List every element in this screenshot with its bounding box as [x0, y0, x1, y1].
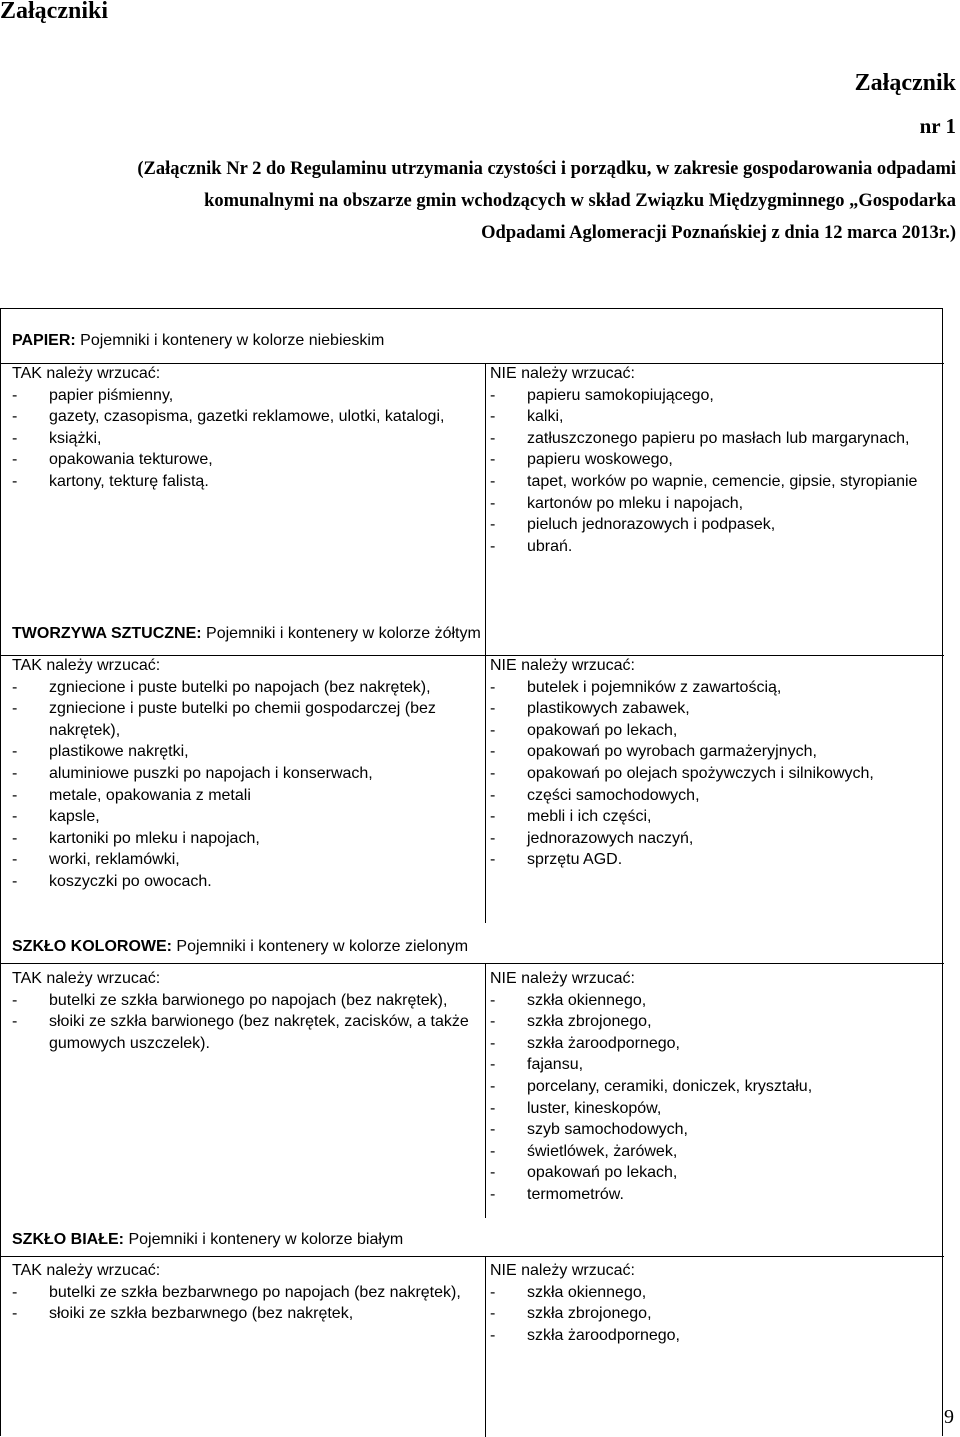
list-item-text: jednorazowych naczyń, — [527, 829, 694, 847]
yes-heading: TAK należy wrzucać: — [12, 970, 161, 987]
list-item-text: luster, kineskopów, — [527, 1099, 662, 1117]
list-item — [490, 677, 940, 699]
bullet-dash: - — [490, 1142, 496, 1160]
list-item-text: koszyczki po owocach. — [49, 872, 212, 890]
bullet-dash: - — [490, 786, 496, 804]
list-item — [490, 763, 940, 785]
list-item — [12, 871, 478, 893]
attachment-intro — [16, 153, 956, 249]
bullet-dash: - — [490, 451, 496, 469]
list-item-text: szkła zbrojonego, — [527, 1305, 652, 1323]
bullet-dash: - — [490, 472, 496, 490]
list-item-text: papier piśmienny, — [49, 386, 174, 404]
section-container-color: Pojemniki i kontenery w kolorze niebieskim — [75, 332, 385, 349]
bullet-dash: - — [490, 851, 496, 869]
section-name: PAPIER: — [12, 332, 76, 349]
list-item — [490, 720, 940, 742]
list-item-text: mebli i ich części, — [527, 808, 652, 826]
list-item — [490, 471, 940, 493]
list-item — [12, 741, 478, 763]
section-container-color: Pojemniki i kontenery w kolorze żółtym — [201, 625, 481, 642]
list-item — [490, 1162, 940, 1184]
list-item-text: szyb samochodowych, — [527, 1121, 688, 1139]
list-item — [490, 1184, 940, 1206]
list-item-text: tapet, worków po wapnie, cemencie, gipsie, styropianie — [527, 472, 918, 490]
section-heading — [12, 331, 384, 351]
bullet-dash: - — [490, 743, 496, 761]
bullet-dash: - — [12, 786, 18, 804]
bullet-dash: - — [490, 408, 496, 426]
list-item — [490, 785, 940, 807]
list-item-text: ubrań. — [527, 537, 573, 555]
list-item-text: fajansu, — [527, 1056, 584, 1074]
list-item — [12, 785, 478, 807]
list-item — [490, 806, 940, 828]
list-item — [490, 1119, 940, 1141]
list-item-text: opakowań po wyrobach garmażeryjnych, — [527, 743, 817, 761]
list-item-text: zgniecione i puste butelki po napojach (bez nakrętek), — [49, 678, 431, 696]
list-item-text: butelek i pojemników z zawartością, — [527, 678, 782, 696]
bullet-dash: - — [12, 829, 18, 847]
list-item — [12, 1011, 478, 1054]
list-item — [490, 1325, 940, 1347]
yes-column — [12, 968, 478, 1054]
yes-column — [12, 363, 478, 493]
yes-list — [12, 677, 478, 893]
intro-line: komunalnymi na obszarze gmin wchodzących w skład Związku Międzygminnego „Gospodarka — [204, 191, 956, 211]
bullet-dash: - — [490, 764, 496, 782]
section-container-color: Pojemniki i kontenery w kolorze białym — [124, 1231, 404, 1248]
list-item — [490, 1076, 940, 1098]
list-item-text: opakowań po lekach, — [527, 1164, 678, 1182]
bullet-dash: - — [12, 451, 18, 469]
bullet-dash: - — [490, 1013, 496, 1031]
no-column — [490, 363, 940, 557]
list-item — [12, 828, 478, 850]
bullet-dash: - — [490, 386, 496, 404]
list-item-text: gazety, czasopisma, gazetki reklamowe, ulotki, katalogi, — [49, 408, 445, 426]
bullet-dash: - — [490, 516, 496, 534]
list-item-text: kalki, — [527, 408, 564, 426]
yes-column — [12, 1260, 478, 1325]
list-item — [490, 1011, 940, 1033]
bullet-dash: - — [490, 429, 496, 447]
bullet-dash: - — [490, 721, 496, 739]
no-heading: NIE należy wrzucać: — [490, 365, 635, 382]
no-list — [490, 990, 940, 1206]
section-heading — [12, 624, 481, 644]
list-item — [12, 1282, 478, 1304]
section-heading — [12, 937, 468, 957]
list-item — [12, 385, 478, 407]
list-item — [490, 428, 940, 450]
bullet-dash: - — [12, 764, 18, 782]
list-item-text: pieluch jednorazowych i podpasek, — [527, 516, 776, 534]
section-heading — [12, 1230, 403, 1250]
list-item-text: worki, reklamówki, — [49, 851, 180, 869]
list-item — [12, 806, 478, 828]
list-item — [490, 1098, 940, 1120]
bullet-dash: - — [12, 991, 18, 1009]
list-item-text: termometrów. — [527, 1185, 624, 1203]
row-divider — [1, 1256, 944, 1257]
bullet-dash: - — [12, 851, 18, 869]
list-item — [490, 385, 940, 407]
list-item — [490, 514, 940, 536]
list-item-text: słoiki ze szkła bezbarwnego (bez nakrętek, — [49, 1305, 354, 1323]
list-item-text: kartony, tekturę falistą. — [49, 472, 209, 490]
list-item — [490, 990, 940, 1012]
list-item — [490, 849, 940, 871]
list-item-text: książki, — [49, 429, 102, 447]
no-heading: NIE należy wrzucać: — [490, 657, 635, 674]
yes-list — [12, 385, 478, 493]
bullet-dash: - — [12, 1013, 18, 1031]
list-item — [12, 849, 478, 871]
bullet-dash: - — [490, 808, 496, 826]
bullet-dash: - — [490, 829, 496, 847]
list-item-text: szkła zbrojonego, — [527, 1013, 652, 1031]
yes-column — [12, 655, 478, 893]
column-divider — [485, 1256, 486, 1437]
list-item-text: części samochodowych, — [527, 786, 700, 804]
column-divider — [485, 963, 486, 1218]
column-divider — [485, 655, 486, 923]
bullet-dash: - — [12, 700, 18, 718]
bullet-dash: - — [490, 1283, 496, 1301]
list-item — [12, 449, 478, 471]
list-item-text: szkła żaroodpornego, — [527, 1034, 680, 1052]
list-item-text: papieru samokopiującego, — [527, 386, 714, 404]
list-item — [12, 406, 478, 428]
list-item — [12, 471, 478, 493]
bullet-dash: - — [12, 743, 18, 761]
list-item-text: opakowań po olejach spożywczych i silnikowych, — [527, 764, 874, 782]
list-item-text: plastikowych zabawek, — [527, 700, 690, 718]
yes-heading: TAK należy wrzucać: — [12, 1262, 161, 1279]
bullet-dash: - — [12, 429, 18, 447]
list-item-text: sprzętu AGD. — [527, 851, 623, 869]
list-item-text: zgniecione i puste butelki po chemii gospodarczej (bez nakrętek), — [49, 700, 436, 739]
list-item — [12, 763, 478, 785]
list-item-text: butelki ze szkła bezbarwnego po napojach (bez nakrętek), — [49, 1283, 461, 1301]
list-item-text: słoiki ze szkła barwionego (bez nakrętek, zacisków, a także gumowych uszczelek). — [49, 1013, 469, 1052]
list-item-text: kapsle, — [49, 808, 100, 826]
bullet-dash: - — [490, 1185, 496, 1203]
bullet-dash: - — [490, 537, 496, 555]
bullet-dash: - — [490, 494, 496, 512]
yes-list — [12, 1282, 478, 1325]
list-item — [12, 677, 478, 699]
bullet-dash: - — [12, 808, 18, 826]
list-item-text: szkła okiennego, — [527, 991, 647, 1009]
list-item-text: zatłuszczonego papieru po masłach lub margarynach, — [527, 429, 910, 447]
bullet-dash: - — [490, 1099, 496, 1117]
bullet-dash: - — [490, 1326, 496, 1344]
section-name: SZKŁO BIAŁE: — [12, 1231, 124, 1248]
intro-line: Odpadami Aglomeracji Poznańskiej z dnia 12 marca 2013r.) — [481, 223, 956, 243]
bullet-dash: - — [490, 1305, 496, 1323]
list-item-text: porcelany, ceramiki, doniczek, kryształu, — [527, 1077, 813, 1095]
no-list — [490, 677, 940, 871]
section-name: TWORZYWA SZTUCZNE: — [12, 625, 202, 642]
list-item-text: plastikowe nakrętki, — [49, 743, 189, 761]
bullet-dash: - — [490, 1121, 496, 1139]
no-list — [490, 1282, 940, 1347]
list-item — [490, 493, 940, 515]
section-name: SZKŁO KOLOROWE: — [12, 938, 172, 955]
list-item-text: papieru woskowego, — [527, 451, 673, 469]
bullet-dash: - — [12, 1305, 18, 1323]
list-item-text: butelki ze szkła barwionego po napojach (bez nakrętek), — [49, 991, 448, 1009]
no-column — [490, 968, 940, 1206]
list-item-text: opakowania tekturowe, — [49, 451, 213, 469]
list-item — [490, 1141, 940, 1163]
bullet-dash: - — [490, 991, 496, 1009]
list-item — [12, 990, 478, 1012]
list-item-text: szkła żaroodpornego, — [527, 1326, 680, 1344]
bullet-dash: - — [490, 678, 496, 696]
no-column — [490, 655, 940, 871]
bullet-dash: - — [490, 1034, 496, 1052]
intro-line: (Załącznik Nr 2 do Regulaminu utrzymania czystości i porządku, w zakresie gospodarowania odpadami — [137, 159, 956, 179]
list-item — [490, 741, 940, 763]
list-item — [12, 428, 478, 450]
bullet-dash: - — [490, 700, 496, 718]
bullet-dash: - — [12, 472, 18, 490]
no-column — [490, 1260, 940, 1346]
bullet-dash: - — [490, 1056, 496, 1074]
list-item-text: świetlówek, żarówek, — [527, 1142, 678, 1160]
page-number: 9 — [944, 1406, 954, 1428]
list-item — [12, 698, 478, 741]
list-item — [12, 1303, 478, 1325]
yes-heading: TAK należy wrzucać: — [12, 365, 161, 382]
no-heading: NIE należy wrzucać: — [490, 970, 635, 987]
list-item — [490, 536, 940, 558]
attachment-number: nr 1 — [919, 114, 956, 138]
bullet-dash: - — [12, 872, 18, 890]
list-item — [490, 1303, 940, 1325]
no-heading: NIE należy wrzucać: — [490, 1262, 635, 1279]
yes-list — [12, 990, 478, 1055]
list-item — [490, 1054, 940, 1076]
bullet-dash: - — [12, 678, 18, 696]
bullet-dash: - — [12, 408, 18, 426]
attachment-title: Załącznik — [854, 70, 956, 96]
list-item — [490, 698, 940, 720]
bullet-dash: - — [12, 386, 18, 404]
list-item — [490, 406, 940, 428]
section-container-color: Pojemniki i kontenery w kolorze zielonym — [171, 938, 469, 955]
list-item-text: metale, opakowania z metali — [49, 786, 251, 804]
list-item-text: opakowań po lekach, — [527, 721, 678, 739]
no-list — [490, 385, 940, 558]
list-item — [490, 449, 940, 471]
bullet-dash: - — [490, 1164, 496, 1182]
bullet-dash: - — [12, 1283, 18, 1301]
yes-heading: TAK należy wrzucać: — [12, 657, 161, 674]
list-item — [490, 1282, 940, 1304]
list-item-text: aluminiowe puszki po napojach i konserwach, — [49, 764, 373, 782]
list-item — [490, 1033, 940, 1055]
document-title: Załączniki — [0, 0, 109, 24]
list-item-text: szkła okiennego, — [527, 1283, 647, 1301]
row-divider — [1, 963, 944, 964]
list-item — [490, 828, 940, 850]
bullet-dash: - — [490, 1077, 496, 1095]
list-item-text: kartonów po mleku i napojach, — [527, 494, 744, 512]
list-item-text: kartoniki po mleku i napojach, — [49, 829, 260, 847]
